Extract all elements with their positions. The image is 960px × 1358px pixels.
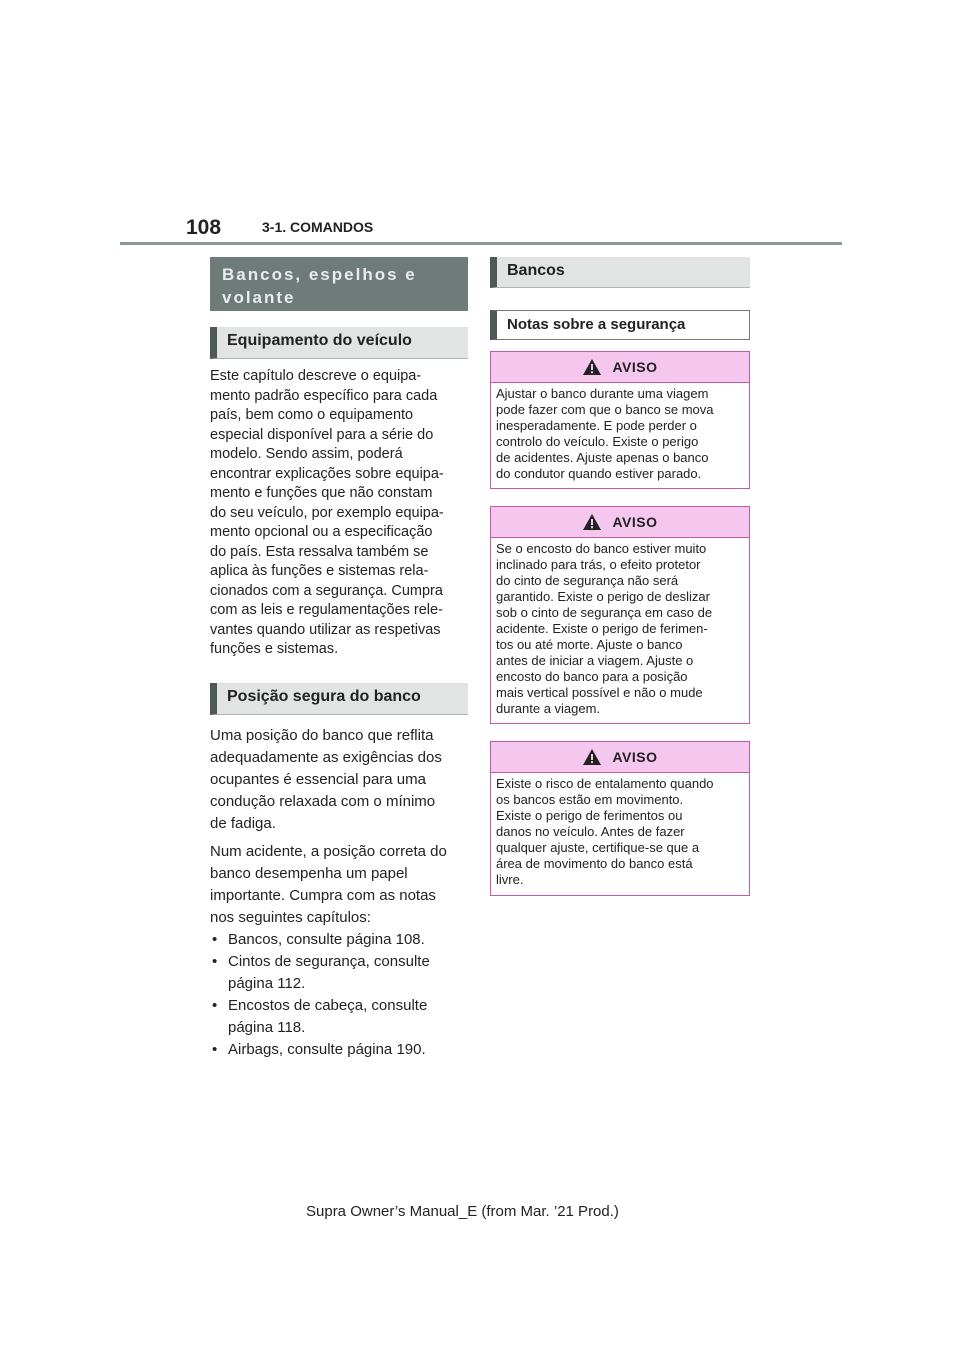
section-band-title: Bancos, espelhos e volante <box>210 257 468 311</box>
text-line: • Encostos de cabeça, consulte <box>228 996 428 1014</box>
text-line: mais vertical possível e não o mude <box>496 685 703 700</box>
right-column <box>490 257 750 896</box>
text-line: importante. Cumpra com as notas <box>210 886 436 904</box>
text-line: qualquer ajuste, certifique-se que a <box>496 840 700 855</box>
posicao-paragraph-1 <box>210 725 468 835</box>
text-line: país, bem como o equipamento <box>210 407 414 423</box>
heading-notas-seguranca: Notas sobre a segurança <box>490 310 750 340</box>
warning-box <box>490 741 750 896</box>
warning-text <box>491 383 749 488</box>
text-line: adequadamente as exigências dos <box>210 748 442 766</box>
text-line: Se o encosto do banco estiver muito <box>496 541 707 556</box>
text-line: • Cintos de segurança, consulte <box>228 952 430 970</box>
text-line: condução relaxada com o mínimo <box>210 792 436 810</box>
warning-label: AVISO <box>612 749 658 765</box>
text-line: danos no veículo. Antes de fazer <box>496 824 685 839</box>
text-line: cionados com a segurança. Cumpra <box>210 582 443 599</box>
text-line: do país. Esta ressalva também se <box>210 543 429 560</box>
chapter-title: 3-1. COMANDOS <box>262 219 374 235</box>
text-line: modelo. Sendo assim, poderá <box>210 446 403 462</box>
text-line: funções e sistemas. <box>210 641 339 657</box>
text-line: Uma posição do banco que reflita <box>210 726 434 744</box>
text-line: Este capítulo descreve o equipa- <box>210 368 422 384</box>
text-line: inesperadamente. E pode perder o <box>496 418 697 433</box>
text-line: mento padrão específico para cada <box>210 387 438 404</box>
text-line: tos ou até morte. Ajuste o banco <box>496 637 683 652</box>
text-line: página 112. <box>228 974 306 992</box>
text-line: Existe o risco de entalamento quando <box>496 776 714 791</box>
text-line: durante a viagem. <box>496 701 601 716</box>
text-line: Ajustar o banco durante uma viagem <box>496 386 709 401</box>
posicao-paragraph-2 <box>210 841 468 929</box>
text-line: do cinto de segurança não será <box>496 573 679 588</box>
list-item <box>210 929 468 951</box>
heading-equipamento: Equipamento do veículo <box>210 327 468 359</box>
text-line: Existe o perigo de ferimentos ou <box>496 808 683 823</box>
text-line: banco desempenha um papel <box>210 864 408 882</box>
text-line: acidente. Existe o perigo de ferimen- <box>496 621 708 636</box>
text-line: vantes quando utilizar as respetivas <box>210 621 441 638</box>
text-line: inclinado para trás, o efeito protetor <box>496 557 701 572</box>
text-line: aplica às funções e sistemas rela- <box>210 563 429 579</box>
text-line: encontrar explicações sobre equipa- <box>210 465 444 482</box>
warning-box <box>490 506 750 724</box>
text-line: os bancos estão em movimento. <box>496 792 684 807</box>
text-line: de acidentes. Ajuste apenas o banco <box>496 450 709 465</box>
text-line: do condutor quando estiver parado. <box>496 466 702 481</box>
warning-label: AVISO <box>612 514 658 530</box>
list-item <box>210 951 468 995</box>
page-header <box>0 0 960 250</box>
warning-header <box>491 507 749 538</box>
text-line: Num acidente, a posição correta do <box>210 842 447 860</box>
heading-posicao-segura: Posição segura do banco <box>210 683 468 715</box>
heading-bancos: Bancos <box>490 257 750 288</box>
text-line: de fadiga. <box>210 814 276 832</box>
text-line: controlo do veículo. Existe o perigo <box>496 434 699 449</box>
warning-text <box>491 773 749 894</box>
text-line: área de movimento do banco está <box>496 856 693 871</box>
text-line: com as leis e regulamentações rele- <box>210 602 443 618</box>
warning-text <box>491 538 749 723</box>
list-item <box>210 995 468 1039</box>
text-line: ocupantes é essencial para uma <box>210 770 426 788</box>
page-footer: Supra Owner’s Manual_E (from Mar. ’21 Prod.) <box>306 1203 619 1220</box>
warning-header <box>491 352 749 383</box>
list-item <box>210 1039 468 1061</box>
text-line: especial disponível para a série do <box>210 426 434 443</box>
left-column <box>210 257 468 1061</box>
header-divider <box>120 242 842 245</box>
text-line: encosto do banco para a posição <box>496 669 688 684</box>
text-line: mento e funções que não constam <box>210 485 433 501</box>
warning-triangle-icon <box>582 513 602 531</box>
text-line: livre. <box>496 872 524 887</box>
warning-label: AVISO <box>612 359 658 375</box>
text-line: mento opcional ou a especificação <box>210 524 433 540</box>
text-line: garantido. Existe o perigo de deslizar <box>496 589 710 604</box>
text-line: pode fazer com que o banco se mova <box>496 402 714 417</box>
chapter-reference-list <box>210 929 468 1061</box>
text-line: sob o cinto de segurança em caso de <box>496 605 713 620</box>
text-line: nos seguintes capítulos: <box>210 908 371 926</box>
equipamento-paragraph <box>210 367 468 660</box>
warning-triangle-icon <box>582 748 602 766</box>
text-line: • Bancos, consulte página 108. <box>228 930 425 948</box>
page-number: 108 <box>186 216 222 239</box>
text-line: antes de iniciar a viagem. Ajuste o <box>496 653 694 668</box>
warning-triangle-icon <box>582 358 602 376</box>
text-line: do seu veículo, por exemplo equipa- <box>210 504 444 521</box>
text-line: página 118. <box>228 1018 306 1036</box>
warning-box <box>490 351 750 489</box>
warning-header <box>491 742 749 773</box>
text-line: • Airbags, consulte página 190. <box>228 1040 426 1058</box>
